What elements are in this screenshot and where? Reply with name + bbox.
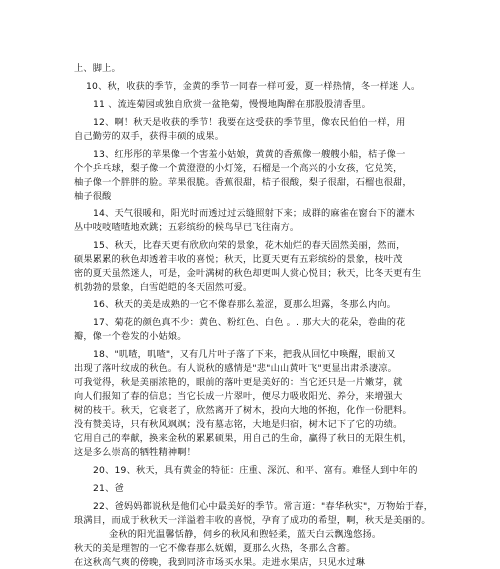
text-line: 琅满目，而成于秋秋天一洋溢着丰收的喜悦，孕育了成功的希望，啊，秋天是美丽的。: [74, 515, 431, 526]
text-line: 没有赞美诗，只有秋风飒飒；没有墓志铭，大地是归宿，树木记下了它的功绩。: [74, 419, 403, 430]
text-line: 14、天气很暖和，阳光时而透过过云缝照射下来；成群的麻雀在窗台下的灌木: [93, 208, 415, 219]
text-line: 自己勤劳的双手，获得丰硕的成果。: [74, 131, 225, 142]
text-line: 个个乒乓球，梨子像一个黄澄澄的小灯笼，石榴是一个高兴的小女孩，它兑笑，: [74, 163, 403, 174]
text-line: 柚子很酸: [74, 191, 112, 202]
text-line: 丛中吱吱喳喳地欢跳；五彩缤纷的候鸟早已飞往南方。: [74, 222, 300, 233]
text-line: 金秋的阳光温馨恬静，伺乡的秋风和煦轻柔，蓝天白云飘逸悠扬。: [109, 529, 382, 540]
text-line: 它用自己的奉献，换来金秋的累累硕果，用自己的生命，赢得了秋日的无限生机，: [74, 433, 412, 444]
text-line: 密的夏天虽然迷人，可是，金叶满树的秋色却更叫人赏心悦目；秋天，比冬天更有生: [74, 268, 422, 279]
text-line: 13、红彤彤的苹果像一个害羞小姑娘，黄黄的香蕉像一艘艘小船，桔子像一: [93, 149, 406, 160]
text-line: 这是多么崇高的牺牲精神啊！: [74, 447, 197, 458]
text-line: 21、爸: [93, 483, 124, 494]
text-line: 12、啊！秋天是收获的季节！我要在这受获的季节里，像农民伯伯一样，用: [93, 117, 406, 128]
text-line: 向人们报知了春的信息；当它长成一片翠叶，便尽力吸收阳光、养分，来增强大: [74, 391, 403, 402]
text-line: 15、秋天，比春天更有欣欣向荣的景象，花木灿烂的春天固然美丽，然而，: [93, 240, 406, 251]
text-line: 在这秋高气爽的傍晚，我到同济市场买水果。走进水果店，只见水过琳: [74, 557, 366, 568]
text-line: 硕果累累的秋色却透着丰收的喜悦；秋天，比夏天更有五彩缤纷的景象，枝叶茂: [74, 254, 403, 265]
text-line: 20、19、秋天，具有黄金的特征：庄重、深沉、和平、富有。难怪人到中年的: [93, 465, 418, 476]
text-line: 上、脚上。: [74, 63, 121, 74]
text-line: 可我觉得，秋是美丽浓艳的，眼前的落叶更是美好的：当它还只是一片嫩芽，就: [74, 377, 403, 388]
text-line: 柚子像一个胖胖的脸。苹果很脆。香蕉很甜，桔子很酸，梨子很甜，石榴也很甜，: [74, 177, 412, 188]
text-line: 瓣，像一个卷发的小姑娘。: [74, 331, 187, 342]
text-line: 秋天的美是理智的一它不像春那么妩媚，夏那么火热，冬那么含蓄。: [74, 543, 356, 554]
text-line: 出现了落叶纹成的秋色。有人说秋的感情是"悲"山山黄叶飞"更显出肃杀凄凉。: [74, 363, 398, 374]
text-line: 17、菊花的颜色真不少：黄色、粉红色、白色 。. 那大大的花朵，卷曲的花: [93, 317, 406, 328]
text-line: 机勃勃的景象，白雪皑皑的冬天固然可爱。: [74, 282, 253, 293]
text-line: 18、"叽喳，叽喳"，又有几片叶子落了下来，把我从回忆中唤醒，眼前又: [93, 349, 396, 360]
text-line: 22、爸妈妈都说秋是他们心中最美好的季节。常言道："春华秋实"，万物始于春，: [93, 501, 434, 512]
text-line: 10、秋，收获的季节，金黄的季节一同春一样可爱，夏一样热情，冬一样迷 人。: [86, 81, 421, 92]
text-line: 16、秋天的美是成熟的一它不像春那么羞涩，夏那么坦露，冬那么内向。: [93, 299, 397, 310]
text-line: 11 、流连菊园或独自欣赏一盆艳菊，慢慢地陶醉在那股股清香里。: [93, 99, 372, 110]
text-line: 树的枝干。秋天，它衰老了，欣然离开了树木，投向大地的怀抱，化作一份肥料。: [74, 405, 412, 416]
